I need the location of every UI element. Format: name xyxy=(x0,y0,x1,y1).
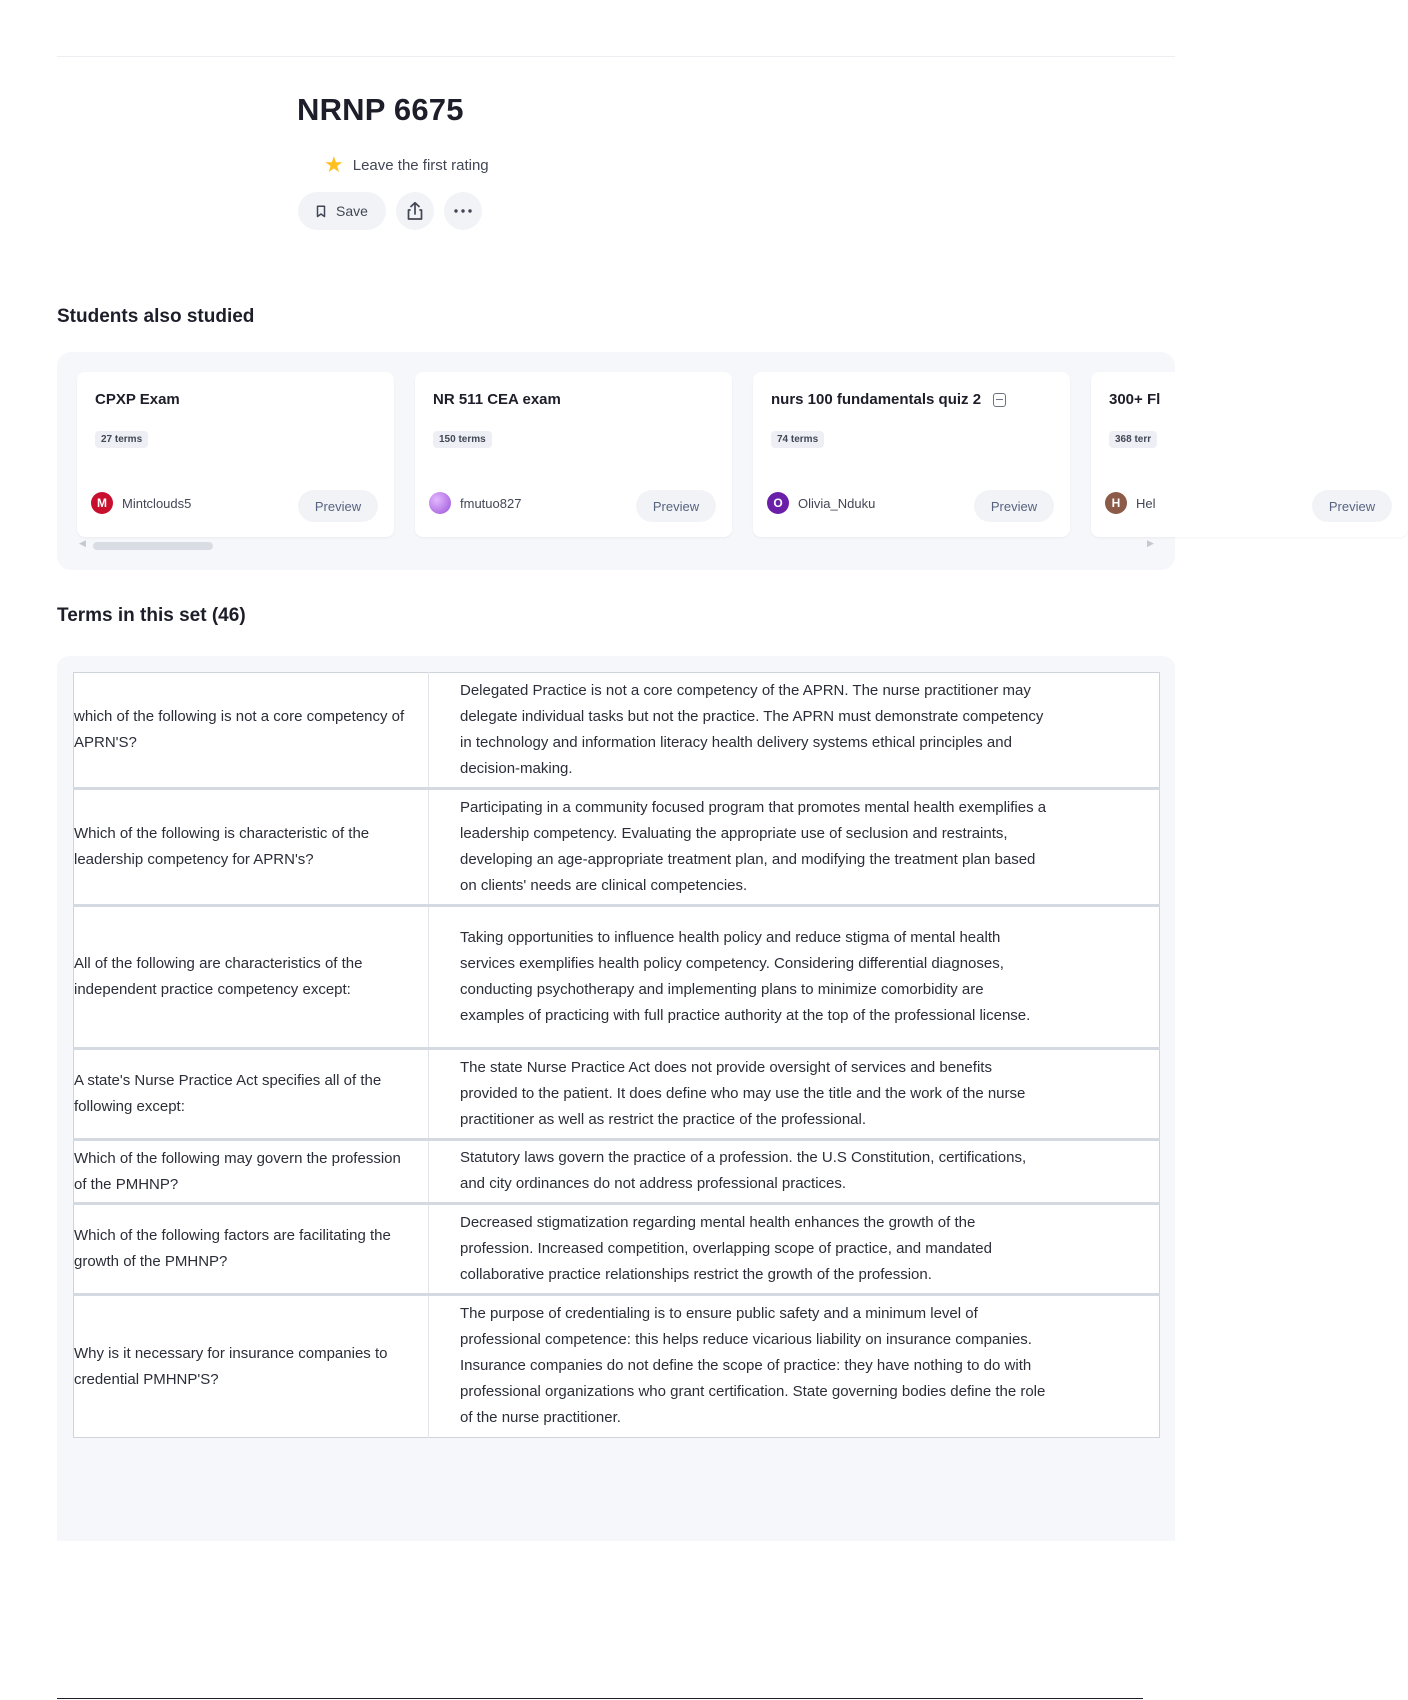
card-title: 300+ Fl xyxy=(1109,391,1161,408)
terms-panel xyxy=(57,656,1175,1541)
avatar: M xyxy=(91,492,113,514)
study-set-card[interactable] xyxy=(77,372,394,537)
card-creator[interactable] xyxy=(767,492,875,514)
preview-button[interactable]: Preview xyxy=(298,490,378,522)
preview-button[interactable]: Preview xyxy=(1312,490,1392,522)
set-title: NRNP 6675 xyxy=(297,92,464,127)
creator-name: Mintclouds5 xyxy=(122,495,192,511)
scroll-right-icon[interactable]: ▶ xyxy=(1147,538,1154,548)
study-set-card[interactable] xyxy=(753,372,1070,537)
terms-count-badge: 368 terr xyxy=(1109,431,1157,448)
save-button[interactable] xyxy=(298,192,386,230)
avatar: O xyxy=(767,492,789,514)
scroll-left-icon[interactable]: ◀ xyxy=(79,538,86,548)
share-button[interactable] xyxy=(396,192,434,230)
card-creator[interactable] xyxy=(429,492,521,514)
definition-text: Participating in a community focused program that promotes mental health exemplifies a leadership competency. Evaluating the appropriate use of seclusion and restraints, developing an age-appropriate treatment plan, and modifying the treatment plan based on clients' needs are clinical competencies. xyxy=(429,789,1160,906)
bookmark-icon xyxy=(316,205,326,218)
students-also-studied-heading: Students also studied xyxy=(57,306,255,327)
creator-name: fmutuo827 xyxy=(460,495,522,511)
term-text: Why is it necessary for insurance companies to credential PMHNP'S? xyxy=(74,1295,429,1438)
preview-button[interactable]: Preview xyxy=(974,490,1054,522)
term-text: Which of the following may govern the profession of the PMHNP? xyxy=(74,1140,429,1204)
term-row xyxy=(74,1295,1160,1438)
term-row xyxy=(74,1140,1160,1204)
definition-text: Statutory laws govern the practice of a profession. the U.S Constitution, certifications, and city ordinances do not address professional practices. xyxy=(429,1140,1160,1204)
definition-text: Taking opportunities to influence health policy and reduce stigma of mental health services exemplifies health policy competency. Considering differential diagnoses, conducting psychotherapy and implementing plans to minimize comorbidity are examples of practicing with full practice authority at the top of the professional license. xyxy=(429,906,1160,1049)
also-studied-carousel xyxy=(57,352,1376,570)
card-creator[interactable] xyxy=(91,492,191,514)
term-text: Which of the following is characteristic of the leadership competency for APRN's? xyxy=(74,789,429,906)
definition-text: Delegated Practice is not a core competency of the APRN. The nurse practitioner may delegate individual tasks but not the practice. The APRN must demonstrate competency in technology and information literacy health delivery systems ethical principles and decision-making. xyxy=(429,673,1160,789)
term-text: Which of the following factors are facilitating the growth of the PMHNP? xyxy=(74,1204,429,1295)
document-icon xyxy=(993,393,1006,407)
card-title: CPXP Exam xyxy=(95,391,180,408)
terms-count-badge: 150 terms xyxy=(433,431,492,448)
terms-in-set-heading: Terms in this set (46) xyxy=(57,605,246,626)
definition-text: Decreased stigmatization regarding mental health enhances the growth of the profession. Increased competition, overlapping scope of practice, and mandated collaborative practice relationships restrict the growth of the profession. xyxy=(429,1204,1160,1295)
term-row xyxy=(74,1049,1160,1140)
more-options-button[interactable] xyxy=(444,192,482,230)
term-text: A state's Nurse Practice Act specifies all of the following except: xyxy=(74,1049,429,1140)
avatar xyxy=(429,492,451,514)
terms-count-badge: 27 terms xyxy=(95,431,148,448)
study-set-card[interactable] xyxy=(415,372,732,537)
preview-button[interactable]: Preview xyxy=(636,490,716,522)
set-actions xyxy=(298,192,482,230)
card-creator[interactable] xyxy=(1105,492,1156,514)
term-text: All of the following are characteristics of the independent practice competency except: xyxy=(74,906,429,1049)
bottom-divider xyxy=(57,1698,1143,1699)
set-header xyxy=(297,92,489,219)
terms-count-badge: 74 terms xyxy=(771,431,824,448)
term-row xyxy=(74,906,1160,1049)
definition-text: The purpose of credentialing is to ensure public safety and a minimum level of professional competence: this helps reduce vicarious liability on insurance companies. Insurance companies do not define the scope of practice: they have nothing to do with professional organizations who grant certification. State governing bodies define the role of the nurse practitioner. xyxy=(429,1295,1160,1438)
star-icon: ★ xyxy=(324,152,344,177)
avatar: H xyxy=(1105,492,1127,514)
term-row xyxy=(74,1204,1160,1295)
card-title: NR 511 CEA exam xyxy=(433,391,561,408)
save-label: Save xyxy=(336,203,368,219)
definition-text: The state Nurse Practice Act does not provide oversight of services and benefits provided to the patient. It does define who may use the title and the work of the nurse practitioner as well as restrict the practice of the professional. xyxy=(429,1049,1160,1140)
creator-name: Hel xyxy=(1136,495,1156,511)
share-icon xyxy=(406,201,424,221)
terms-table xyxy=(73,672,1160,1438)
term-row xyxy=(74,673,1160,789)
rating-prompt[interactable] xyxy=(324,154,489,176)
top-divider xyxy=(57,56,1175,57)
rating-text: Leave the first rating xyxy=(352,156,489,174)
more-icon xyxy=(454,209,472,213)
study-set-card[interactable] xyxy=(1091,372,1408,537)
term-text: which of the following is not a core competency of APRN'S? xyxy=(74,708,405,751)
card-title: nurs 100 fundamentals quiz 2 xyxy=(771,391,1006,408)
creator-name: Olivia_Nduku xyxy=(798,495,876,511)
term-row xyxy=(74,789,1160,906)
carousel-scrollbar[interactable] xyxy=(93,542,213,550)
